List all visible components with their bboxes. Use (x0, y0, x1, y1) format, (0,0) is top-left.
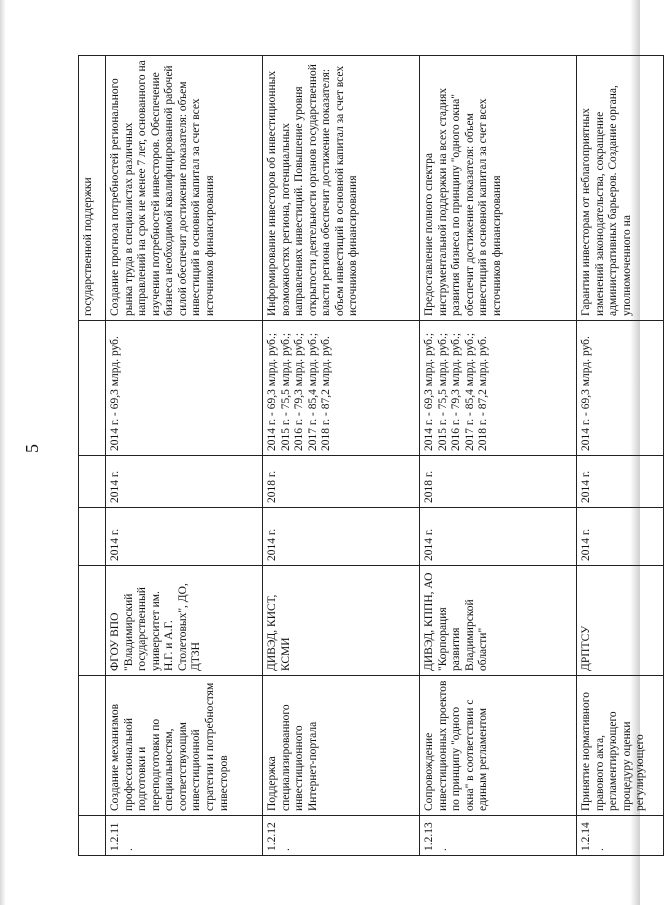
executor-cell: ДИВЭД, КИСТ, КСМИ (263, 566, 420, 676)
measure-cell: Принятие нормативного правового акта, регламентирующего процедуру оценки регулирующего (577, 676, 664, 816)
funding-line: 2014 г. - 69,3 млрд. руб. (580, 336, 592, 451)
result-cell: Предоставление полного спектра инструментальной поддержки на всех стадиях развития бизнеса по принципу "одного окна" обеспечит достижение показателя: объем инвестиций в основной капитал за счет всех источников финансирования (420, 56, 577, 321)
funding-cell (420, 321, 577, 456)
funding-line: 2014 г. - 69,3 млрд. руб.; (423, 332, 435, 451)
funding-line: 2018 г. - 87,2 млрд. руб. (477, 336, 490, 451)
table-row (106, 56, 263, 856)
row-number: 1.2.11. (106, 816, 263, 856)
funding-line: 2015 г. - 75,5 млрд. руб.; (279, 332, 292, 451)
executor-cell: ДРПТСУ (577, 566, 664, 676)
header-empty-cell (79, 816, 106, 856)
header-empty-cell (79, 321, 106, 456)
measures-table (78, 56, 647, 856)
header-cell: государственной поддержки (79, 56, 106, 321)
end-year-cell: 2018 г. (420, 456, 577, 508)
result-cell: Создание прогноза потребностей регионального рынка труда в специалистах различных направлений на срок не менее 7 лет, основанного на изучении потребностей инвесторов. Обеспечение бизнеса необходимой квалифицированной рабочей силой обеспечит достижение показателя: объем инвестиций в основной капитал за счет всех источников финансирования (106, 56, 263, 321)
measure-cell: Сопровождение инвестиционных проектов по принципу "одного окна" в соответствии с единым регламентом (420, 676, 577, 816)
result-cell: Информирование инвесторов об инвестиционных возможностях региона, потенциальных направлениях инвестиций. Повышение уровня открытости деятельности органов государственной власти региона обеспечит достижение показателя: объем инвестиций в основной капитал за счет всех источников финансирования (263, 56, 420, 321)
funding-line: 2017 г. - 85,4 млрд. руб.; (306, 332, 319, 451)
row-number: 1.2.12. (263, 816, 420, 856)
start-year-cell: 2014 г. (263, 508, 420, 566)
row-number: 1.2.13. (420, 816, 577, 856)
end-year-cell: 2018 г. (263, 456, 420, 508)
start-year-cell: 2014 г. (577, 508, 664, 566)
table-row (420, 56, 577, 856)
header-empty-cell (79, 566, 106, 676)
start-year-cell: 2014 г. (106, 508, 263, 566)
funding-line: 2017 г. - 85,4 млрд. руб.; (463, 332, 476, 451)
end-year-cell: 2014 г. (106, 456, 263, 508)
funding-line: 2014 г. - 69,3 млрд. руб.; (266, 332, 278, 451)
row-number: 1.2.14. (577, 816, 664, 856)
table-header-row (79, 56, 106, 856)
header-empty-cell (79, 508, 106, 566)
measure-cell: Создание механизмов профессиональной подготовки и переподготовки по специальностям, соответствующим инвестиционной стратегии и потребностям инвесторов (106, 676, 263, 816)
header-empty-cell (79, 676, 106, 816)
funding-line: 2018 г. - 87,2 млрд. руб. (320, 336, 333, 451)
start-year-cell: 2014 г. (420, 508, 577, 566)
end-year-cell: 2014 г. (577, 456, 664, 508)
result-cell: Гарантии инвесторам от неблагоприятных изменений законодательства, сокращение административных барьеров. Создание органа, уполномоченного на (577, 56, 664, 321)
executor-cell: ДИВЭД, КППН, АО "Корпорация развития Владимирской области" (420, 566, 577, 676)
page-number: 5 (22, 444, 42, 453)
header-empty-cell (79, 456, 106, 508)
funding-line: 2014 г. - 69,3 млрд. руб. (109, 336, 121, 451)
funding-cell (263, 321, 420, 456)
executor-cell: ФГОУ ВПО "Владимирский государственный университет им. Н.Г. и А.Г. Столетовых", ДО, ДТЗН (106, 566, 263, 676)
table-row (263, 56, 420, 856)
funding-line: 2016 г. - 79,3 млрд. руб.; (293, 332, 306, 451)
table-row (577, 56, 664, 856)
funding-line: 2015 г. - 75,5 млрд. руб.; (436, 332, 449, 451)
funding-cell (106, 321, 263, 456)
funding-line: 2016 г. - 79,3 млрд. руб.; (450, 332, 463, 451)
funding-cell (577, 321, 664, 456)
scan-edge-left (0, 0, 6, 905)
measure-cell: Поддержка специализированного инвестиционного Интернет-портала (263, 676, 420, 816)
